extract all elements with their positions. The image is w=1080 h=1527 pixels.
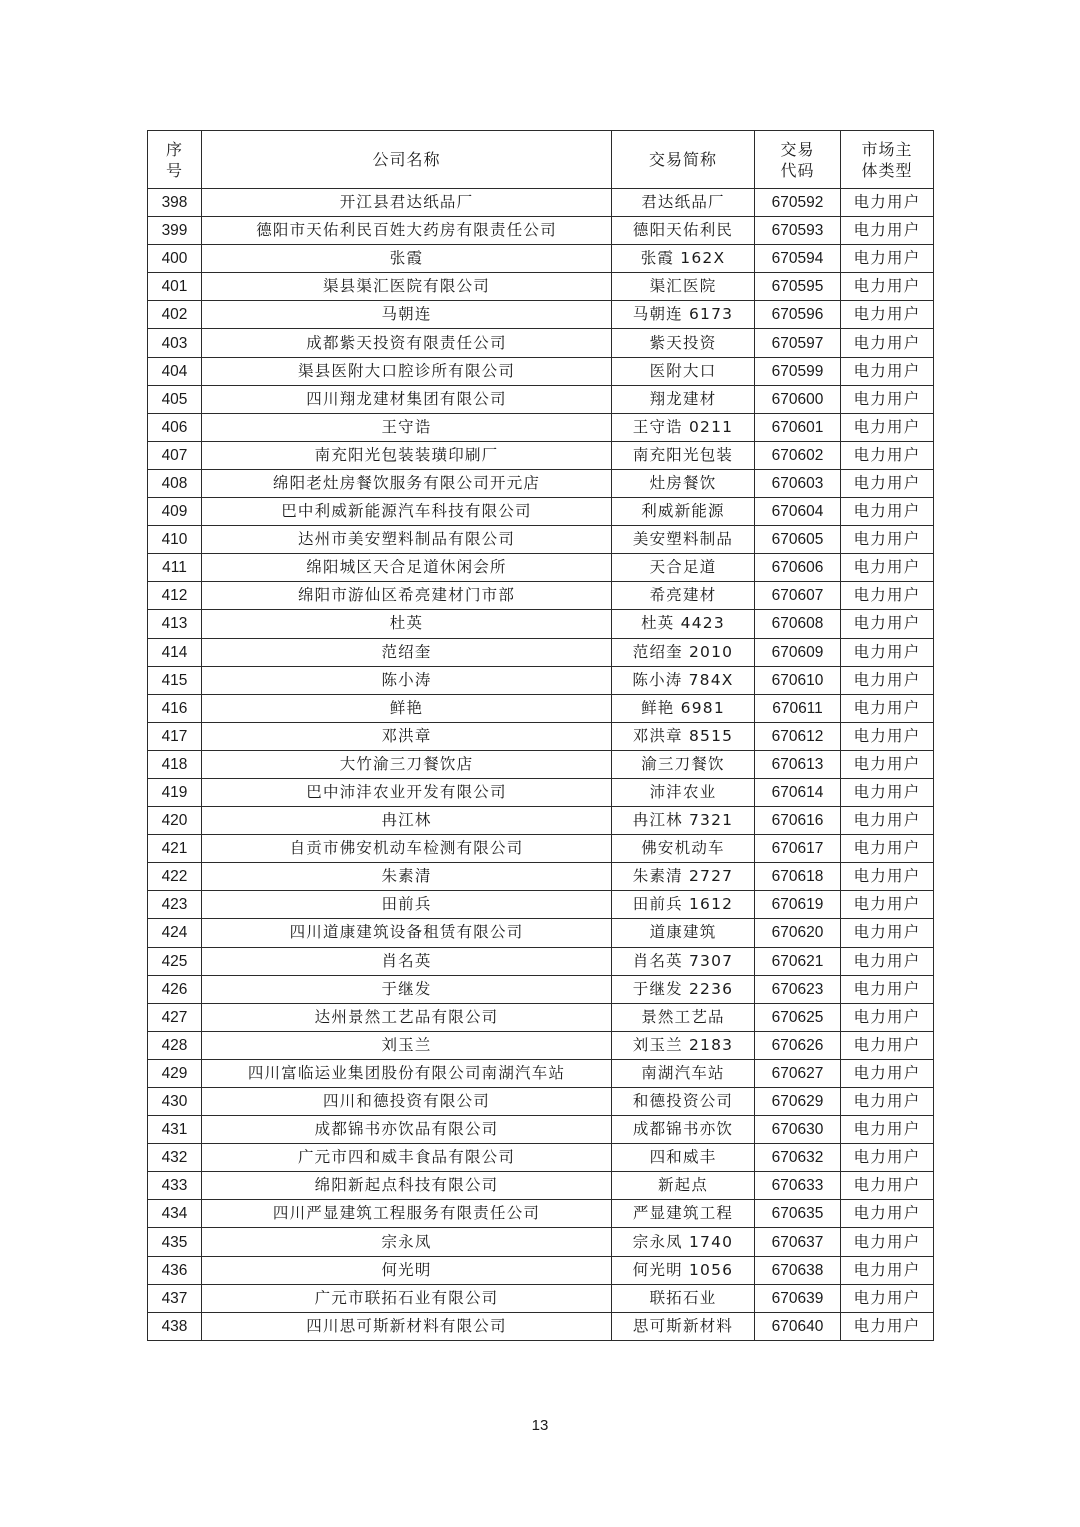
cell-company-name: 马朝连 [202,301,612,329]
cell-seq: 431 [148,1116,202,1144]
cell-entity-type: 电力用户 [841,582,934,610]
cell-seq: 412 [148,582,202,610]
cell-entity-type: 电力用户 [841,357,934,385]
table-row [148,722,934,750]
cell-entity-type: 电力用户 [841,835,934,863]
cell-seq: 419 [148,778,202,806]
header-entity-type-line: 体类型 [861,160,913,180]
cell-trade-code: 670607 [755,582,841,610]
cell-seq: 409 [148,498,202,526]
cell-trade-abbr: 马朝连 6173 [612,301,755,329]
cell-trade-code: 670594 [755,245,841,273]
market-entity-table [147,130,934,1341]
header-trade-abbr [612,131,755,189]
cell-trade-code: 670617 [755,835,841,863]
table-row [148,1116,934,1144]
cell-trade-code: 670592 [755,189,841,217]
cell-company-name: 大竹渝三刀餐饮店 [202,750,612,778]
cell-trade-abbr: 张霞 162X [612,245,755,273]
cell-trade-code: 670593 [755,217,841,245]
table-row [148,1256,934,1284]
header-seq [148,131,202,189]
cell-trade-code: 670633 [755,1172,841,1200]
cell-seq: 434 [148,1200,202,1228]
cell-trade-abbr: 田前兵 1612 [612,891,755,919]
cell-seq: 427 [148,1003,202,1031]
cell-trade-abbr: 朱素清 2727 [612,863,755,891]
table-row [148,1312,934,1340]
cell-trade-code: 670630 [755,1116,841,1144]
cell-seq: 420 [148,807,202,835]
cell-entity-type: 电力用户 [841,526,934,554]
cell-trade-code: 670608 [755,610,841,638]
cell-entity-type: 电力用户 [841,245,934,273]
cell-company-name: 范绍奎 [202,638,612,666]
cell-company-name: 张霞 [202,245,612,273]
cell-entity-type: 电力用户 [841,189,934,217]
cell-seq: 407 [148,441,202,469]
cell-entity-type: 电力用户 [841,413,934,441]
cell-entity-type: 电力用户 [841,807,934,835]
cell-trade-abbr: 严显建筑工程 [612,1200,755,1228]
cell-trade-abbr: 景然工艺品 [612,1003,755,1031]
cell-company-name: 冉江林 [202,807,612,835]
cell-entity-type: 电力用户 [841,469,934,497]
cell-trade-code: 670620 [755,919,841,947]
cell-entity-type: 电力用户 [841,863,934,891]
cell-trade-abbr: 希亮建材 [612,582,755,610]
cell-trade-abbr: 沛沣农业 [612,778,755,806]
header-seq-line: 号 [165,160,183,180]
table-row [148,413,934,441]
cell-trade-code: 670640 [755,1312,841,1340]
cell-company-name: 田前兵 [202,891,612,919]
table-row [148,778,934,806]
table-row [148,273,934,301]
header-trade-code [755,131,841,189]
cell-trade-code: 670619 [755,891,841,919]
cell-entity-type: 电力用户 [841,441,934,469]
cell-seq: 437 [148,1284,202,1312]
cell-company-name: 邓洪章 [202,722,612,750]
cell-company-name: 广元市联拓石业有限公司 [202,1284,612,1312]
table-row [148,582,934,610]
table-row [148,441,934,469]
cell-entity-type: 电力用户 [841,498,934,526]
cell-seq: 415 [148,666,202,694]
cell-seq: 417 [148,722,202,750]
cell-seq: 404 [148,357,202,385]
page-number: 13 [531,1417,549,1434]
table-row [148,1144,934,1172]
cell-company-name: 陈小涛 [202,666,612,694]
cell-entity-type: 电力用户 [841,947,934,975]
cell-trade-abbr: 肖名英 7307 [612,947,755,975]
cell-seq: 422 [148,863,202,891]
cell-trade-abbr: 天合足道 [612,554,755,582]
cell-trade-abbr: 成都锦书亦饮 [612,1116,755,1144]
cell-trade-abbr: 道康建筑 [612,919,755,947]
cell-seq: 414 [148,638,202,666]
cell-company-name: 自贡市佛安机动车检测有限公司 [202,835,612,863]
cell-trade-code: 670613 [755,750,841,778]
cell-entity-type: 电力用户 [841,301,934,329]
cell-trade-abbr: 陈小涛 784X [612,666,755,694]
table-row [148,919,934,947]
cell-trade-code: 670626 [755,1031,841,1059]
table-row [148,554,934,582]
cell-company-name: 德阳市天佑利民百姓大药房有限责任公司 [202,217,612,245]
cell-company-name: 开江县君达纸品厂 [202,189,612,217]
cell-entity-type: 电力用户 [841,975,934,1003]
cell-seq: 426 [148,975,202,1003]
cell-trade-abbr: 利威新能源 [612,498,755,526]
cell-trade-code: 670603 [755,469,841,497]
table-row [148,750,934,778]
cell-entity-type: 电力用户 [841,385,934,413]
cell-trade-abbr: 美安塑料制品 [612,526,755,554]
table-row [148,638,934,666]
table-row [148,245,934,273]
cell-trade-code: 670599 [755,357,841,385]
cell-trade-code: 670618 [755,863,841,891]
cell-trade-abbr: 宗永凤 1740 [612,1228,755,1256]
cell-trade-abbr: 联拓石业 [612,1284,755,1312]
cell-trade-code: 670627 [755,1059,841,1087]
table-body [148,189,934,1341]
cell-trade-abbr: 南充阳光包装 [612,441,755,469]
cell-trade-code: 670597 [755,329,841,357]
table-row [148,975,934,1003]
cell-seq: 429 [148,1059,202,1087]
header-trade-abbr-line: 交易简称 [648,150,717,169]
table-row [148,1059,934,1087]
cell-entity-type: 电力用户 [841,919,934,947]
table-row [148,1228,934,1256]
cell-trade-abbr: 渝三刀餐饮 [612,750,755,778]
table-row [148,469,934,497]
cell-seq: 428 [148,1031,202,1059]
table-row [148,357,934,385]
cell-seq: 413 [148,610,202,638]
table-row [148,1200,934,1228]
cell-company-name: 南充阳光包装装璜印刷厂 [202,441,612,469]
cell-seq: 410 [148,526,202,554]
cell-seq: 401 [148,273,202,301]
cell-trade-abbr: 佛安机动车 [612,835,755,863]
table-row [148,189,934,217]
cell-entity-type: 电力用户 [841,891,934,919]
cell-trade-abbr: 南湖汽车站 [612,1059,755,1087]
cell-seq: 432 [148,1144,202,1172]
table-row [148,301,934,329]
cell-trade-abbr: 新起点 [612,1172,755,1200]
cell-entity-type: 电力用户 [841,273,934,301]
table-row [148,1284,934,1312]
cell-trade-code: 670621 [755,947,841,975]
cell-trade-abbr: 于继发 2236 [612,975,755,1003]
header-seq-line: 序 [165,139,183,159]
cell-trade-abbr: 思可斯新材料 [612,1312,755,1340]
cell-company-name: 四川严显建筑工程服务有限责任公司 [202,1200,612,1228]
cell-trade-abbr: 翔龙建材 [612,385,755,413]
cell-seq: 424 [148,919,202,947]
cell-seq: 423 [148,891,202,919]
cell-trade-code: 670602 [755,441,841,469]
cell-company-name: 绵阳老灶房餐饮服务有限公司开元店 [202,469,612,497]
table-row [148,891,934,919]
cell-trade-code: 670605 [755,526,841,554]
cell-trade-abbr: 四和威丰 [612,1144,755,1172]
cell-trade-abbr: 范绍奎 2010 [612,638,755,666]
cell-entity-type: 电力用户 [841,1256,934,1284]
header-trade-code-line: 交易 [780,139,815,159]
cell-seq: 408 [148,469,202,497]
table-header-row [148,131,934,189]
cell-company-name: 绵阳新起点科技有限公司 [202,1172,612,1200]
table-row [148,666,934,694]
cell-entity-type: 电力用户 [841,666,934,694]
cell-seq: 436 [148,1256,202,1284]
cell-company-name: 绵阳市游仙区希亮建材门市部 [202,582,612,610]
cell-company-name: 成都紫天投资有限责任公司 [202,329,612,357]
cell-seq: 418 [148,750,202,778]
cell-trade-abbr: 渠汇医院 [612,273,755,301]
table-row [148,1172,934,1200]
cell-seq: 438 [148,1312,202,1340]
cell-company-name: 四川富临运业集团股份有限公司南湖汽车站 [202,1059,612,1087]
cell-seq: 425 [148,947,202,975]
cell-company-name: 渠县渠汇医院有限公司 [202,273,612,301]
cell-seq: 433 [148,1172,202,1200]
cell-trade-abbr: 冉江林 7321 [612,807,755,835]
table-row [148,329,934,357]
cell-trade-code: 670638 [755,1256,841,1284]
cell-entity-type: 电力用户 [841,1200,934,1228]
cell-trade-code: 670623 [755,975,841,1003]
cell-entity-type: 电力用户 [841,1144,934,1172]
cell-trade-abbr: 刘玉兰 2183 [612,1031,755,1059]
cell-trade-abbr: 鲜艳 6981 [612,694,755,722]
cell-trade-code: 670609 [755,638,841,666]
cell-company-name: 巴中利威新能源汽车科技有限公司 [202,498,612,526]
cell-trade-code: 670635 [755,1200,841,1228]
header-entity-type [841,131,934,189]
table-row [148,1003,934,1031]
table-row [148,1031,934,1059]
cell-company-name: 鲜艳 [202,694,612,722]
table-row [148,947,934,975]
cell-company-name: 于继发 [202,975,612,1003]
cell-trade-abbr: 何光明 1056 [612,1256,755,1284]
cell-trade-code: 670611 [755,694,841,722]
cell-company-name: 宗永凤 [202,1228,612,1256]
cell-company-name: 肖名英 [202,947,612,975]
cell-trade-code: 670616 [755,807,841,835]
cell-seq: 435 [148,1228,202,1256]
cell-entity-type: 电力用户 [841,1003,934,1031]
cell-seq: 416 [148,694,202,722]
cell-seq: 406 [148,413,202,441]
cell-trade-code: 670614 [755,778,841,806]
cell-entity-type: 电力用户 [841,1312,934,1340]
table-row [148,526,934,554]
cell-seq: 411 [148,554,202,582]
table-row [148,694,934,722]
cell-trade-abbr: 邓洪章 8515 [612,722,755,750]
cell-company-name: 达州市美安塑料制品有限公司 [202,526,612,554]
cell-trade-code: 670637 [755,1228,841,1256]
cell-company-name: 成都锦书亦饮品有限公司 [202,1116,612,1144]
cell-trade-abbr: 紫天投资 [612,329,755,357]
cell-trade-code: 670632 [755,1144,841,1172]
cell-trade-abbr: 灶房餐饮 [612,469,755,497]
cell-entity-type: 电力用户 [841,750,934,778]
cell-entity-type: 电力用户 [841,722,934,750]
cell-company-name: 四川思可斯新材料有限公司 [202,1312,612,1340]
cell-company-name: 巴中沛沣农业开发有限公司 [202,778,612,806]
cell-entity-type: 电力用户 [841,1284,934,1312]
cell-trade-code: 670612 [755,722,841,750]
cell-seq: 398 [148,189,202,217]
cell-seq: 399 [148,217,202,245]
table-row [148,835,934,863]
cell-trade-code: 670606 [755,554,841,582]
cell-entity-type: 电力用户 [841,694,934,722]
cell-entity-type: 电力用户 [841,1059,934,1087]
cell-entity-type: 电力用户 [841,1172,934,1200]
table-row [148,217,934,245]
cell-company-name: 王守诰 [202,413,612,441]
table-row [148,1088,934,1116]
cell-trade-abbr: 德阳天佑利民 [612,217,755,245]
cell-trade-abbr: 医附大口 [612,357,755,385]
cell-seq: 430 [148,1088,202,1116]
cell-entity-type: 电力用户 [841,1031,934,1059]
header-company-name-line: 公司名称 [372,150,441,169]
cell-company-name: 杜英 [202,610,612,638]
cell-seq: 405 [148,385,202,413]
cell-trade-code: 670629 [755,1088,841,1116]
table-row [148,498,934,526]
cell-trade-abbr: 和德投资公司 [612,1088,755,1116]
cell-seq: 400 [148,245,202,273]
cell-entity-type: 电力用户 [841,610,934,638]
cell-seq: 421 [148,835,202,863]
cell-company-name: 四川和德投资有限公司 [202,1088,612,1116]
cell-seq: 402 [148,301,202,329]
cell-company-name: 绵阳城区天合足道休闲会所 [202,554,612,582]
cell-company-name: 四川道康建筑设备租赁有限公司 [202,919,612,947]
table-row [148,863,934,891]
cell-company-name: 达州景然工艺品有限公司 [202,1003,612,1031]
cell-entity-type: 电力用户 [841,217,934,245]
cell-entity-type: 电力用户 [841,1228,934,1256]
cell-trade-abbr: 王守诰 0211 [612,413,755,441]
cell-entity-type: 电力用户 [841,638,934,666]
cell-trade-code: 670601 [755,413,841,441]
cell-entity-type: 电力用户 [841,554,934,582]
cell-company-name: 广元市四和威丰食品有限公司 [202,1144,612,1172]
cell-company-name: 何光明 [202,1256,612,1284]
cell-entity-type: 电力用户 [841,329,934,357]
cell-company-name: 刘玉兰 [202,1031,612,1059]
table-row [148,807,934,835]
cell-entity-type: 电力用户 [841,1088,934,1116]
table-row [148,385,934,413]
cell-company-name: 渠县医附大口腔诊所有限公司 [202,357,612,385]
cell-trade-abbr: 杜英 4423 [612,610,755,638]
cell-trade-code: 670625 [755,1003,841,1031]
header-company-name [202,131,612,189]
table-row [148,610,934,638]
cell-trade-abbr: 君达纸品厂 [612,189,755,217]
header-trade-code-line: 代码 [780,160,815,180]
cell-company-name: 四川翔龙建材集团有限公司 [202,385,612,413]
cell-trade-code: 670604 [755,498,841,526]
cell-seq: 403 [148,329,202,357]
cell-trade-code: 670600 [755,385,841,413]
header-entity-type-line: 市场主 [861,139,913,159]
cell-trade-code: 670596 [755,301,841,329]
cell-company-name: 朱素清 [202,863,612,891]
cell-trade-code: 670639 [755,1284,841,1312]
cell-entity-type: 电力用户 [841,778,934,806]
cell-trade-code: 670610 [755,666,841,694]
cell-entity-type: 电力用户 [841,1116,934,1144]
cell-trade-code: 670595 [755,273,841,301]
